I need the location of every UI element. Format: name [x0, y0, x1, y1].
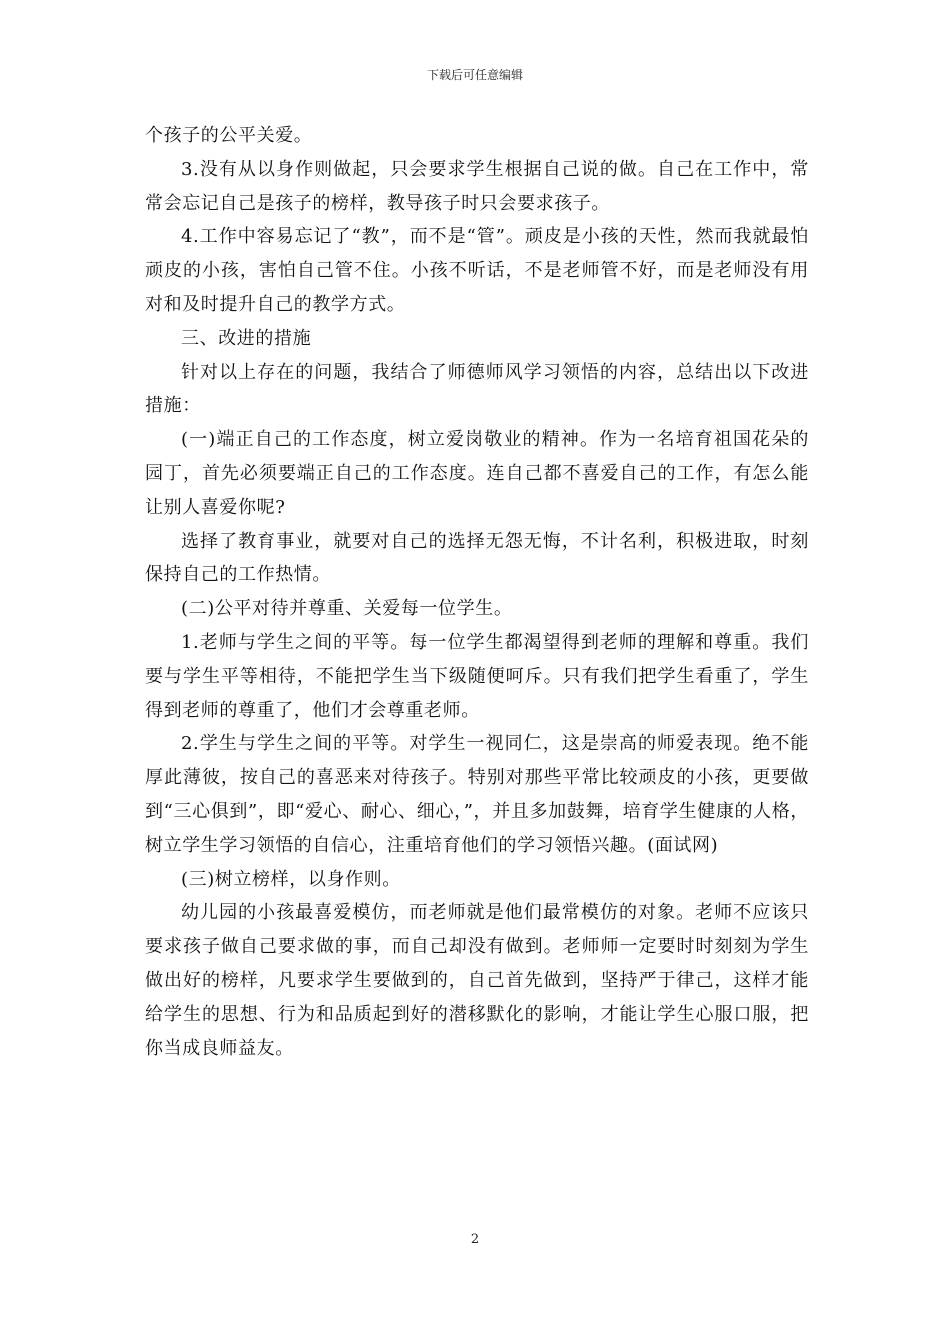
paragraph: 针对以上存在的问题，我结合了师德师风学习领悟的内容，总结出以下改进措施： [145, 361, 809, 417]
paragraph: (一)端正自己的工作态度，树立爱岗敬业的精神。作为一名培育祖国花朵的园丁，首先必须要端正自己的工作态度。连自己都不喜爱自己的工作，有怎么能让别人喜爱你呢? [145, 429, 809, 518]
page-header: 下载后可任意编辑 [426, 68, 523, 82]
document-body [145, 119, 809, 1065]
paragraph: 选择了教育事业，就要对自己的选择无怨无悔，不计名利，积极进取，时刻保持自己的工作热情。 [145, 530, 809, 586]
paragraph: 幼儿园的小孩最喜爱模仿，而老师就是他们最常模仿的对象。老师不应该只要求孩子做自己要求做的事，而自己却没有做到。老师师一定要时时刻刻为学生做出好的榜样，凡要求学生要做到的，自己首先做到，坚持严于律己，这样才能给学生的思想、行为和品质起到好的潜移默化的影响，才能让学生心服口服，把你当成良师益友。 [145, 902, 809, 1059]
paragraph: 个孩子的公平关爱。 [145, 125, 313, 146]
paragraph: 3.没有从以身作则做起，只会要求学生根据自己说的做。自己在工作中，常常会忘记自己是孩子的榜样，教导孩子时只会要求孩子。 [145, 158, 809, 214]
subsection-heading: (二)公平对待并尊重、关爱每一位学生。 [181, 598, 513, 620]
paragraph: 4.工作中容易忘记了“教”，而不是“管”。顽皮是小孩的天性，然而我就最怕顽皮的小孩，害怕自己管不住。小孩不听话，不是老师管不好，而是老师没有用对和及时提升自己的教学方式。 [145, 226, 809, 315]
section-heading: 三、改进的措施 [181, 327, 312, 349]
page-number: 2 [470, 1232, 480, 1247]
paragraph: 2.学生与学生之间的平等。对学生一视同仁，这是崇高的师爱表现。绝不能厚此薄彼，按自己的喜恶来对待孩子。特别对那些平常比较顽皮的小孩，更要做到“三心俱到”，即“爱心、耐心、细心，”，并且多加鼓舞，培育学生健康的人格，树立学生学习领悟的自信心，注重培育他们的学习领悟兴趣。(面试网) [145, 733, 809, 856]
subsection-heading: (三)树立榜样，以身作则。 [181, 868, 401, 890]
paragraph: 1.老师与学生之间的平等。每一位学生都渴望得到老师的理解和尊重。我们要与学生平等相待，不能把学生当下级随便呵斥。只有我们把学生看重了，学生得到老师的尊重了，他们才会尊重老师。 [145, 631, 809, 721]
